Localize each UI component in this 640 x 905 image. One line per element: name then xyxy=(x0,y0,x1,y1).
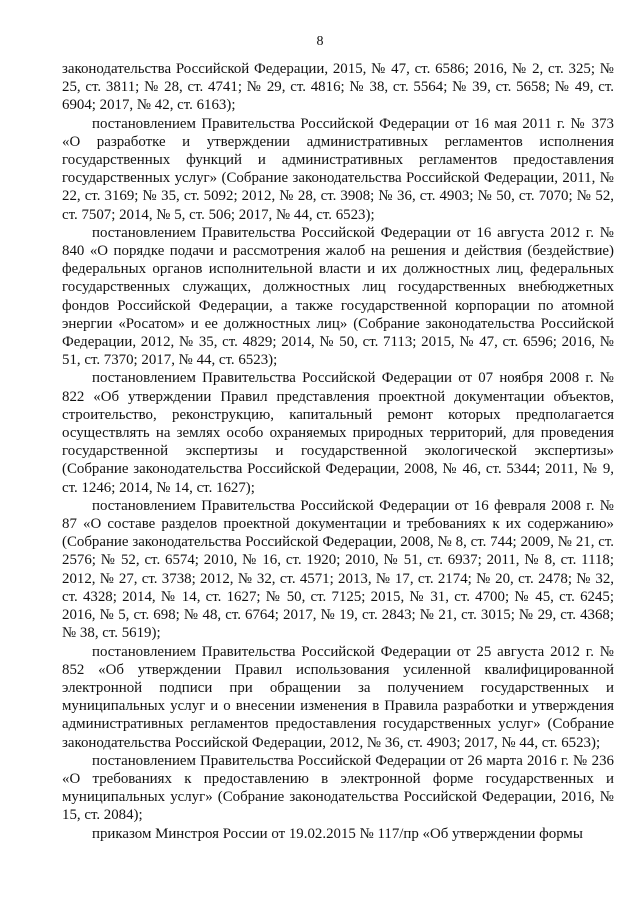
paragraph-resolution-236: постановлением Правительства Российской Федерации от 26 марта 2016 г. № 236 «О требованиях к предоставлению в электронной форме государственных и муниципальных услуг» (Собрание законодательства Российской Федерации, 2016, № 15, ст. 2084); xyxy=(62,752,614,824)
paragraph-resolution-852: постановлением Правительства Российской Федерации от 25 августа 2012 г. № 852 «Об утверждении Правил использования усиленной квалифицированной электронной подписи при обращении за получением государственных и муниципальных услуг и о внесении изменения в Правила разработки и утверждения административных регламентов предоставления государственных услуг» (Собрание законодательства Российской Федерации, 2012, № 36, ст. 4903; 2017, № 44, ст. 6523); xyxy=(62,643,614,751)
paragraph-resolution-87: постановлением Правительства Российской Федерации от 16 февраля 2008 г. № 87 «О составе разделов проектной документации и требованиях к их содержанию» (Собрание законодательства Российской Федерации, 2008, № 8, ст. 744; 2009, № 21, ст. 2576; № 52, ст. 6574; 2010, № 16, ст. 1920; 2010, № 51, ст. 6937; 2011, № 8, ст. 1118; 2012, № 27, ст. 3738; 2012, № 32, ст. 4571; 2013, № 17, ст. 2174; № 20, ст. 2478; № 32, ст. 4328; 2014, № 14, ст. 1627; № 50, ст. 7125; 2015, № 31, ст. 4700; № 45, ст. 6245; 2016, № 5, ст. 698; № 48, ст. 6764; 2017, № 19, ст. 2843; № 21, ст. 3015; № 29, ст. 4368; № 38, ст. 5619); xyxy=(62,497,614,642)
paragraph-continuation: законодательства Российской Федерации, 2015, № 47, ст. 6586; 2016, № 2, ст. 325; № 25, ст. 3811; № 28, ст. 4741; № 29, ст. 4816; № 38, ст. 5564; № 39, ст. 5658; № 49, ст. 6904; 2017, № 42, ст. 6163); xyxy=(62,61,614,114)
paragraph-resolution-373: постановлением Правительства Российской Федерации от 16 мая 2011 г. № 373 «О разработке и утверждении административных регламентов исполнения государственных функций и административных регламентов предоставления государственных услуг» (Собрание законодательства Российской Федерации, 2011, № 22, ст. 3169; № 35, ст. 5092; 2012, № 28, ст. 3908; № 36, ст. 4903; № 50, ст. 7070; № 52, ст. 7507; 2014, № 5, ст. 506; 2017, № 44, ст. 6523); xyxy=(62,115,614,223)
page-number: 8 xyxy=(316,34,324,49)
paragraph-order-117: приказом Минстроя России от 19.02.2015 № 117/пр «Об утверждении формы xyxy=(92,825,583,842)
document-body xyxy=(62,60,614,843)
paragraph-resolution-840: постановлением Правительства Российской Федерации от 16 августа 2012 г. № 840 «О порядке подачи и рассмотрения жалоб на решения и действия (бездействие) федеральных органов исполнительной власти и их должностных лиц, федеральных государственных служащих, должностных лиц государственных внебюджетных фондов Российской Федерации, а также государственной корпорации по атомной энергии «Росатом» и ее должностных лиц» (Собрание законодательства Российской Федерации, 2012, № 35, ст. 4829; 2014, № 50, ст. 7113; 2015, № 47, ст. 6596; 2016, № 51, ст. 7370; 2017, № 44, ст. 6523); xyxy=(62,224,614,369)
paragraph-resolution-822: постановлением Правительства Российской Федерации от 07 ноября 2008 г. № 822 «Об утверждении Правил представления проектной документации объектов, строительство, реконструкцию, капитальный ремонт которых предполагается осуществлять на землях особо охраняемых природных территорий, для проведения государственной экспертизы и государственной экологической экспертизы» (Собрание законодательства Российской Федерации, 2008, № 46, ст. 5344; 2011, № 9, ст. 1246; 2014, № 14, ст. 1627); xyxy=(62,370,614,496)
